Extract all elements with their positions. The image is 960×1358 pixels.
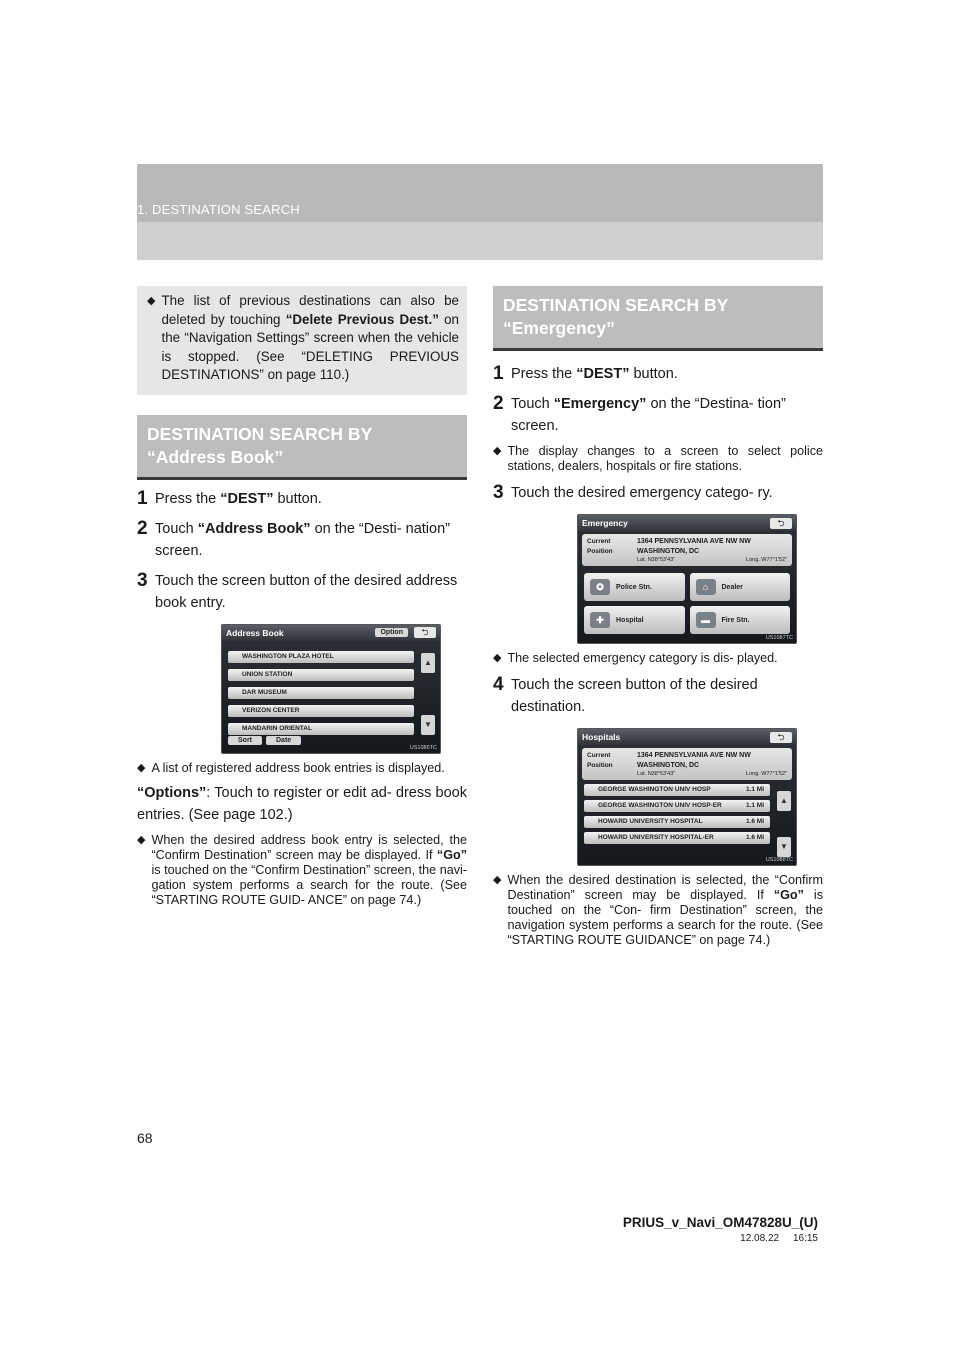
options-button[interactable]: Option xyxy=(375,628,408,637)
step-3: 3 Touch the desired emergency catego- ry. xyxy=(493,482,773,503)
bullet-diamond-icon: ◆ xyxy=(137,761,146,774)
bullet-3: ◆ When the desired destination is selected, the “Confirm Destination” screen may be displayed. If “Go” is touched on the “Con- firm Destination” screen, the navigation system performs a search for the route. (See “STARTING ROUTE GUIDANCE” on page 74.) xyxy=(493,873,824,947)
dealer-button[interactable]: ⌂ Dealer xyxy=(690,573,791,601)
hospital-button[interactable]: ✚ Hospital xyxy=(584,606,685,634)
step-1: 1 Press the “DEST” button. xyxy=(137,487,322,509)
right-column xyxy=(493,286,823,948)
bullet-diamond-icon: ◆ xyxy=(147,295,156,307)
hospital-entry[interactable]: GEORGE WASHINGTON UNIV HOSP 1.1 MI xyxy=(584,784,770,796)
current-position-box: Current Position 1364 PENNSYLVANIA AVE NW NW WASHINGTON, DC Lat. N38°53'43" Long. W77°1'52" xyxy=(582,534,792,566)
print-date: 12.08.22 16:15 xyxy=(740,1233,818,1244)
address-book-screen xyxy=(221,624,441,754)
left-column xyxy=(137,286,467,908)
bullet-diamond-icon: ◆ xyxy=(493,445,502,457)
section-heading-address-book: DESTINATION SEARCH BY “Address Book” xyxy=(137,415,467,480)
police-badge-icon: ✪ xyxy=(590,579,610,595)
address-book-entry[interactable]: DAR MUSEUM xyxy=(228,687,414,699)
hospital-entry[interactable]: GEORGE WASHINGTON UNIV HOSP-ER 1.1 MI xyxy=(584,800,770,812)
police-station-button[interactable]: ✪ Police Stn. xyxy=(584,573,685,601)
address-book-entry[interactable]: MANDARIN ORIENTAL xyxy=(228,723,414,735)
scroll-down-icon[interactable]: ▼ xyxy=(777,837,791,857)
note-box xyxy=(137,286,467,395)
step-3: 3 Touch the screen button of the desired address book entry. xyxy=(137,569,458,611)
hospital-icon: ✚ xyxy=(590,612,610,628)
back-icon[interactable]: ⮌ xyxy=(770,732,792,743)
bullet-diamond-icon: ◆ xyxy=(493,652,502,664)
fire-truck-icon: ▬ xyxy=(696,612,716,628)
document-id: PRIUS_v_Navi_OM47828U_(U) xyxy=(622,1215,818,1230)
address-book-entry[interactable]: WASHINGTON PLAZA HOTEL xyxy=(228,651,414,663)
dealer-icon: ⌂ xyxy=(696,579,716,595)
section-heading-emergency: DESTINATION SEARCH BY “Emergency” xyxy=(493,286,823,351)
hospital-entry[interactable]: HOWARD UNIVERSITY HOSPITAL 1.6 MI xyxy=(584,816,770,828)
scroll-up-icon[interactable]: ▲ xyxy=(421,653,435,673)
bullet-2: ◆ The selected emergency category is dis- played. xyxy=(493,651,778,665)
emergency-screen xyxy=(577,514,797,644)
hospitals-screen xyxy=(577,728,797,866)
current-position-box: Current Position 1364 PENNSYLVANIA AVE NW NW WASHINGTON, DC Lat. N38°53'43" Long. W77°1'52" xyxy=(582,748,792,780)
fire-station-button[interactable]: ▬ Fire Stn. xyxy=(690,606,791,634)
step-1: 1 Press the “DEST” button. xyxy=(493,363,678,384)
image-caption: US1087TC xyxy=(765,635,793,641)
sort-button[interactable]: Sort xyxy=(228,736,262,745)
step-4: 4 Touch the screen button of the desired destination. xyxy=(493,674,758,715)
address-book-entry[interactable]: VERIZON CENTER xyxy=(228,705,414,717)
hospital-entry[interactable]: HOWARD UNIVERSITY HOSPITAL-ER 1.6 MI xyxy=(584,832,770,844)
scroll-up-icon[interactable]: ▲ xyxy=(777,791,791,811)
running-header: 1. DESTINATION SEARCH xyxy=(137,202,300,217)
back-icon[interactable]: ⮌ xyxy=(414,627,436,638)
bullet-1: ◆ A list of registered address book entries is displayed. xyxy=(137,760,445,775)
scroll-down-icon[interactable]: ▼ xyxy=(421,715,435,735)
bullet-diamond-icon: ◆ xyxy=(137,833,146,846)
options-paragraph: “Options”: Touch to register or edit ad- dress book entries. (See page 102.) xyxy=(137,784,467,823)
bullet-diamond-icon: ◆ xyxy=(493,874,502,886)
step-2: 2 Touch “Address Book” on the “Desti- nation” screen. xyxy=(137,517,450,559)
screen-title: Emergency xyxy=(582,518,628,528)
screen-title: Address Book xyxy=(226,627,284,638)
date-button[interactable]: Date xyxy=(266,736,301,745)
bullet-1: ◆ The display changes to a screen to select police stations, dealers, hospitals or fire stations. xyxy=(493,444,823,473)
address-book-entry[interactable]: UNION STATION xyxy=(228,669,414,681)
image-caption: US1088TC xyxy=(765,857,793,863)
image-caption: US1086TC xyxy=(409,744,437,751)
step-2: 2 Touch “Emergency” on the “Destina- tion” screen. xyxy=(493,393,786,434)
bullet-2: ◆ When the desired address book entry is selected, the “Confirm Destination” screen may be displayed. If “Go” is touched on the “Confirm Destination” screen, the navi- gation system performs a search for the route. (See “STARTING ROUTE GUID- ANCE” on page 74.) xyxy=(137,832,467,907)
screen-title: Hospitals xyxy=(582,732,621,742)
note-text: The list of previous destinations can also be deleted by touching “Delete Previous Dest.” on the “Navigation Settings” screen when the vehicle is stopped. (See “DELETING PREVIOUS DESTINATIONS” on page 110.) xyxy=(161,293,459,382)
back-icon[interactable]: ⮌ xyxy=(770,518,792,529)
page-number: 68 xyxy=(137,1130,153,1146)
